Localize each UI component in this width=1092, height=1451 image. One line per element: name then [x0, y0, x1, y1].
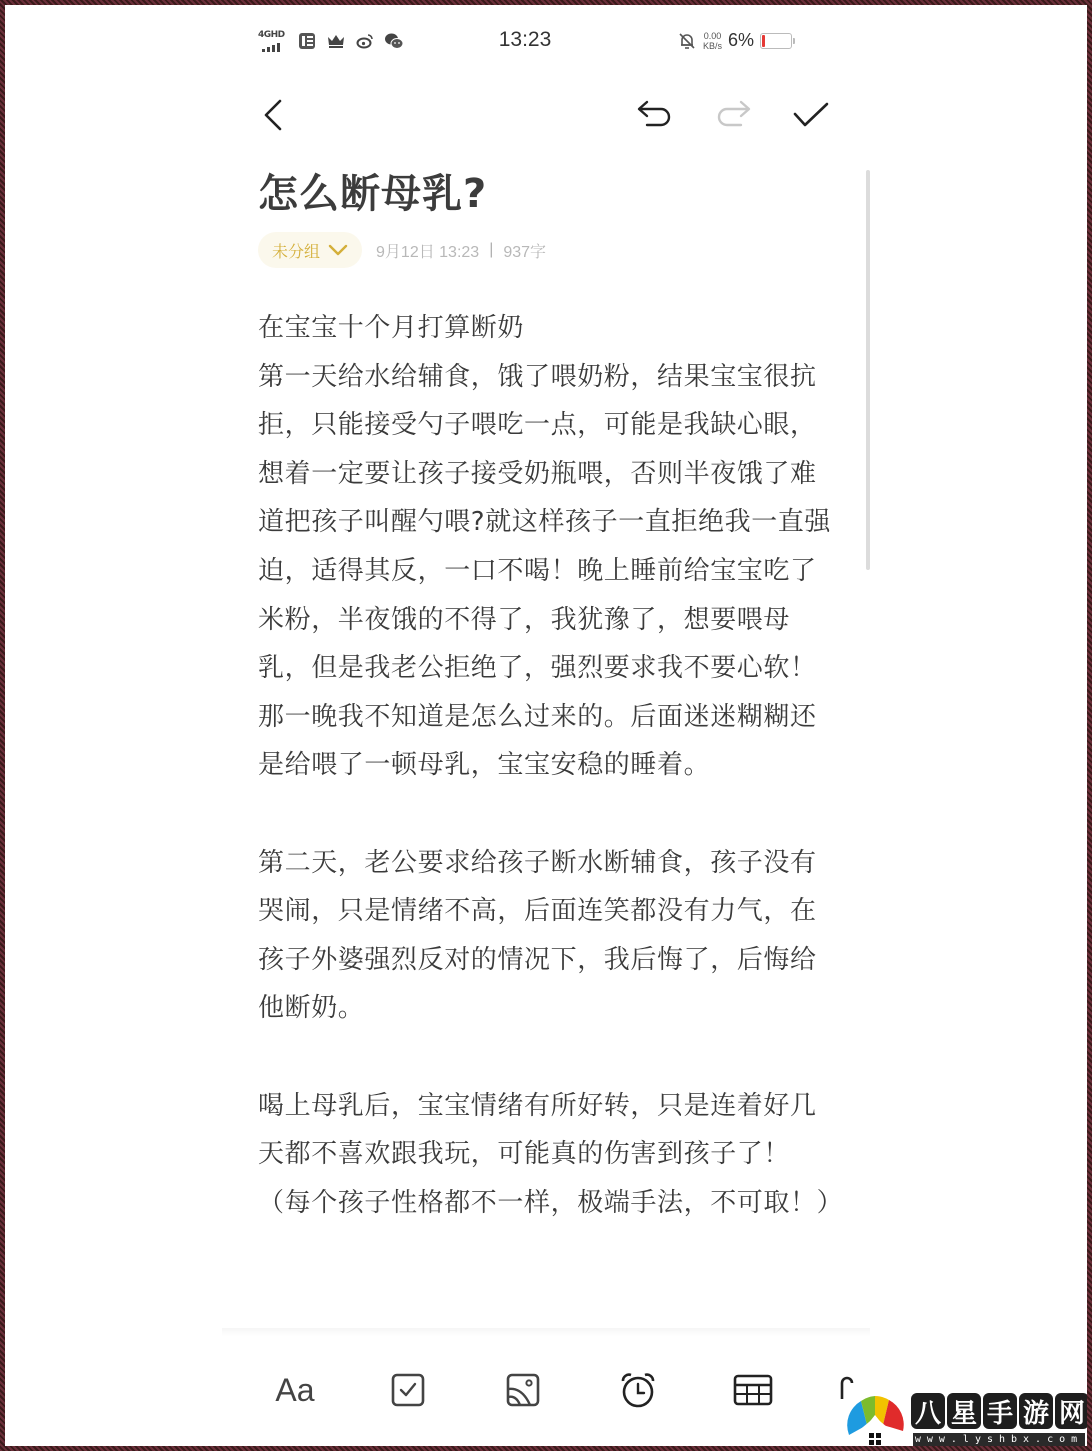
watermark-char: 八 — [911, 1393, 945, 1429]
paragraph: 喝上母乳后，宝宝情绪有所好转，只是连着好几天都不喜欢跟我玩，可能真的伤害到孩子了！（每个孩子性格都不一样，极端手法，不可取！） — [258, 1090, 844, 1218]
watermark-char: 游 — [1019, 1393, 1053, 1429]
speed-unit: KB/s — [702, 40, 722, 51]
network-type: 4GHD — [258, 30, 285, 40]
meta-separator: | — [489, 241, 494, 258]
clock: 13:23 — [498, 28, 552, 51]
editor-toolbar — [258, 90, 838, 140]
house-logo-icon — [845, 1385, 907, 1451]
redo-icon — [713, 98, 753, 132]
note-date: 9月12日 13:23 — [376, 243, 480, 261]
font-style-icon: Aa — [275, 1371, 315, 1408]
site-watermark — [845, 1385, 1090, 1451]
table-button[interactable] — [725, 1362, 781, 1418]
paragraph: 第二天，老公要求给孩子断水断辅食，孩子没有哭闹，只是情绪不高，后面连笑都没有力气，在孩子外婆强烈反对的情况下，我后悔了，后悔给他断奶。 — [258, 847, 817, 1024]
undo-icon — [635, 98, 675, 132]
paragraph: 第一天给水给辅食，饿了喂奶粉，结果宝宝很抗拒，只能接受勺子喂吃一点，可能是我缺心眼，想着一定要让孩子接受奶瓶喂，否则半夜饿了难道把孩子叫醒勺喂?就这样孩子一直拒绝我一直强迫，适得其反，一口不喝！晚上睡前给宝宝吃了米粉，半夜饿的不得了，我犹豫了，想要喂母乳，但是我老公拒绝了，强烈要求我不要心软！那一晚我不知道是怎么过来的。后面迷迷糊糊还是给喂了一顿母乳，宝宝安稳的睡着。 — [258, 361, 832, 781]
back-button[interactable] — [250, 90, 300, 140]
alarm-clock-icon — [619, 1371, 657, 1409]
note-title[interactable]: 怎么断母乳? — [258, 171, 488, 217]
speed-value: 0.00 — [703, 30, 722, 41]
category-label: 未分组 — [272, 241, 321, 261]
table-icon — [733, 1374, 773, 1406]
check-icon — [792, 100, 830, 130]
done-button[interactable] — [786, 90, 836, 140]
checkbox-icon — [391, 1373, 425, 1407]
bottom-bar-divider — [222, 1328, 870, 1336]
watermark-char: 手 — [983, 1393, 1017, 1429]
redo-button[interactable] — [708, 90, 758, 140]
battery-percent: 6% — [727, 30, 754, 50]
reminder-button[interactable] — [610, 1362, 666, 1418]
word-count: 937字 — [503, 243, 547, 261]
undo-button[interactable] — [630, 90, 680, 140]
mute-bell-icon — [677, 31, 697, 51]
status-bar — [258, 28, 792, 58]
note-info — [376, 239, 546, 262]
watermark-url: www.lyshbx.com — [914, 1434, 1084, 1445]
image-icon — [506, 1373, 540, 1407]
category-dropdown[interactable] — [258, 232, 362, 268]
back-icon — [260, 98, 290, 132]
scrollbar[interactable] — [866, 170, 870, 570]
font-style-button[interactable] — [267, 1362, 323, 1418]
paragraph: 在宝宝十个月打算断奶 — [258, 313, 525, 343]
image-button[interactable] — [495, 1362, 551, 1418]
bottom-toolbar — [258, 1362, 878, 1418]
checklist-button[interactable] — [380, 1362, 436, 1418]
watermark-char: 网 — [1055, 1393, 1089, 1429]
watermark-title — [911, 1393, 1089, 1429]
paragraph-gap — [258, 790, 838, 839]
network-speed — [703, 31, 722, 51]
chevron-down-icon — [328, 244, 348, 256]
status-bar-right — [677, 30, 792, 51]
watermark-char: 星 — [947, 1393, 981, 1429]
paragraph-gap — [258, 1033, 838, 1082]
battery-icon — [760, 33, 792, 49]
note-body[interactable] — [258, 304, 844, 1227]
note-meta — [258, 232, 546, 268]
